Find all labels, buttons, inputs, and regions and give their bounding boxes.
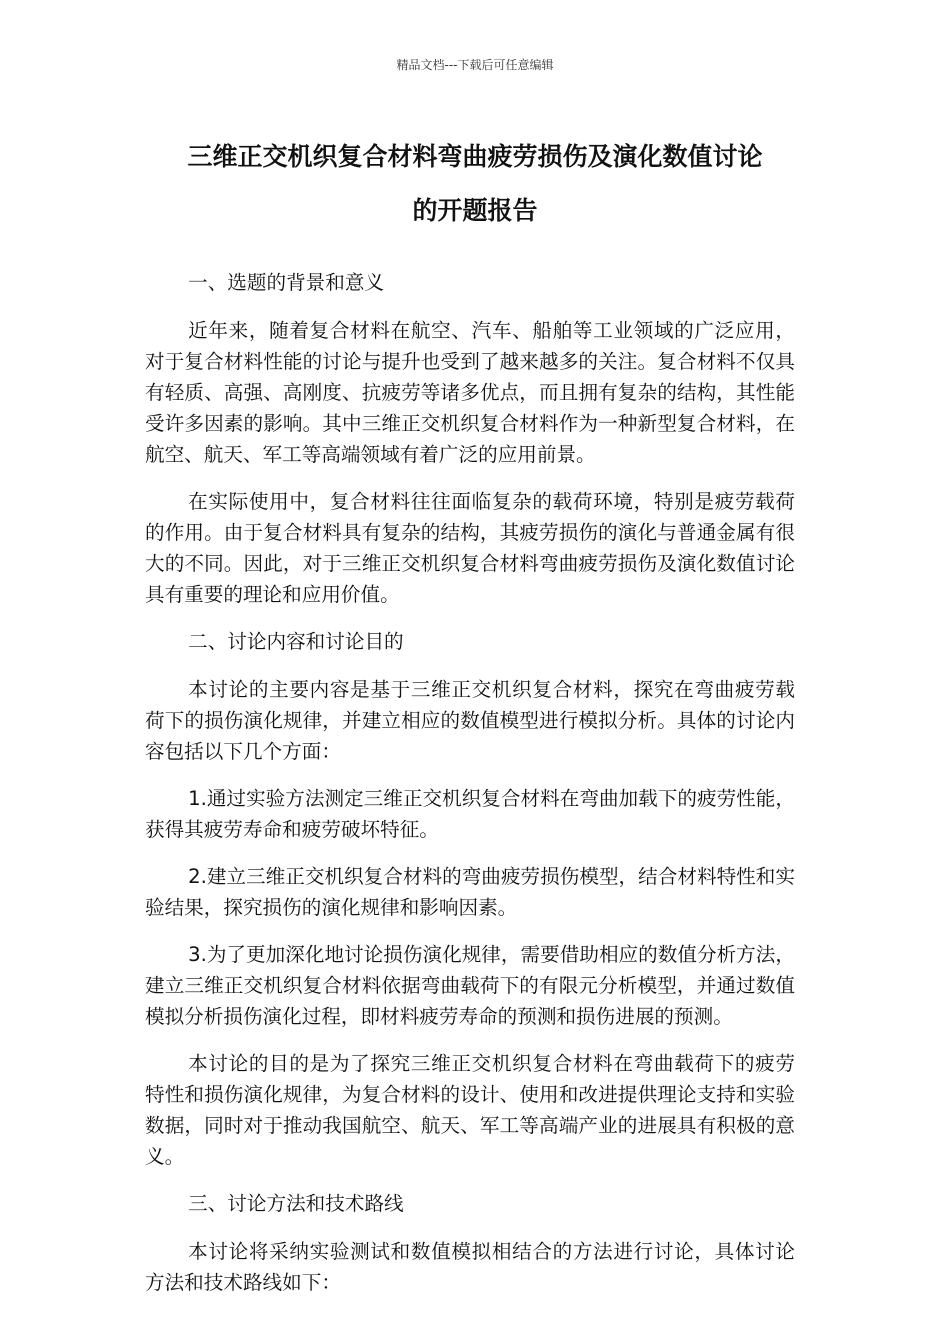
section-heading-background: 一、选题的背景和意义 [188, 271, 385, 294]
document-body [145, 267, 795, 1314]
numbered-item-3: 3.为了更加深化地讨论损伤演化规律，需要借助相应的数值分析方法，建立三维正交机织复合材料依据弯曲载荷下的有限元分析模型，并通过数值模拟分析损伤演化过程，即材料疲劳寿命的预测和损伤进展的预测。 [145, 943, 795, 1028]
body-paragraph: 在实际使用中，复合材料往往面临复杂的载荷环境，特别是疲劳载荷的作用。由于复合材料具有复杂的结构，其疲劳损伤的演化与普通金属有很大的不同。因此，对于三维正交机织复合材料弯曲疲劳损伤及演化数值讨论具有重要的理论和应用价值。 [145, 490, 795, 606]
body-paragraph: 本讨论将采纳实验测试和数值模拟相结合的方法进行讨论，具体讨论方法和技术路线如下： [145, 1240, 795, 1294]
header-note: 精品文档---下载后可任意编辑 [396, 58, 554, 72]
body-paragraph: 本讨论的主要内容是基于三维正交机织复合材料，探究在弯曲疲劳载荷下的损伤演化规律，并建立相应的数值模型进行模拟分析。具体的讨论内容包括以下几个方面： [145, 678, 795, 763]
body-paragraph: 近年来，随着复合材料在航空、汽车、船舶等工业领域的广泛应用，对于复合材料性能的讨论与提升也受到了越来越多的关注。复合材料不仅具有轻质、高强、高刚度、抗疲劳等诸多优点，而且拥有复杂的结构，其性能受许多因素的影响。其中三维正交机织复合材料作为一种新型复合材料，在航空、航天、军工等高端领域有着广泛的应用前景。 [145, 319, 795, 466]
document-title-line-2: 的开题报告 [412, 196, 538, 225]
document-title-line-1: 三维正交机织复合材料弯曲疲劳损伤及演化数值讨论 [187, 142, 763, 171]
numbered-item-1: 1.通过实验方法测定三维正交机织复合材料在弯曲加载下的疲劳性能，获得其疲劳寿命和疲劳破坏特征。 [145, 787, 795, 841]
body-paragraph: 本讨论的目的是为了探究三维正交机织复合材料在弯曲载荷下的疲劳特性和损伤演化规律，为复合材料的设计、使用和改进提供理论支持和实验数据，同时对于推动我国航空、航天、军工等高端产业的进展具有积极的意义。 [145, 1052, 795, 1168]
section-heading-methods: 三、讨论方法和技术路线 [188, 1192, 404, 1215]
numbered-item-2: 2.建立三维正交机织复合材料的弯曲疲劳损伤模型，结合材料特性和实验结果，探究损伤的演化规律和影响因素。 [145, 865, 795, 919]
section-heading-content-purpose: 二、讨论内容和讨论目的 [188, 630, 404, 653]
